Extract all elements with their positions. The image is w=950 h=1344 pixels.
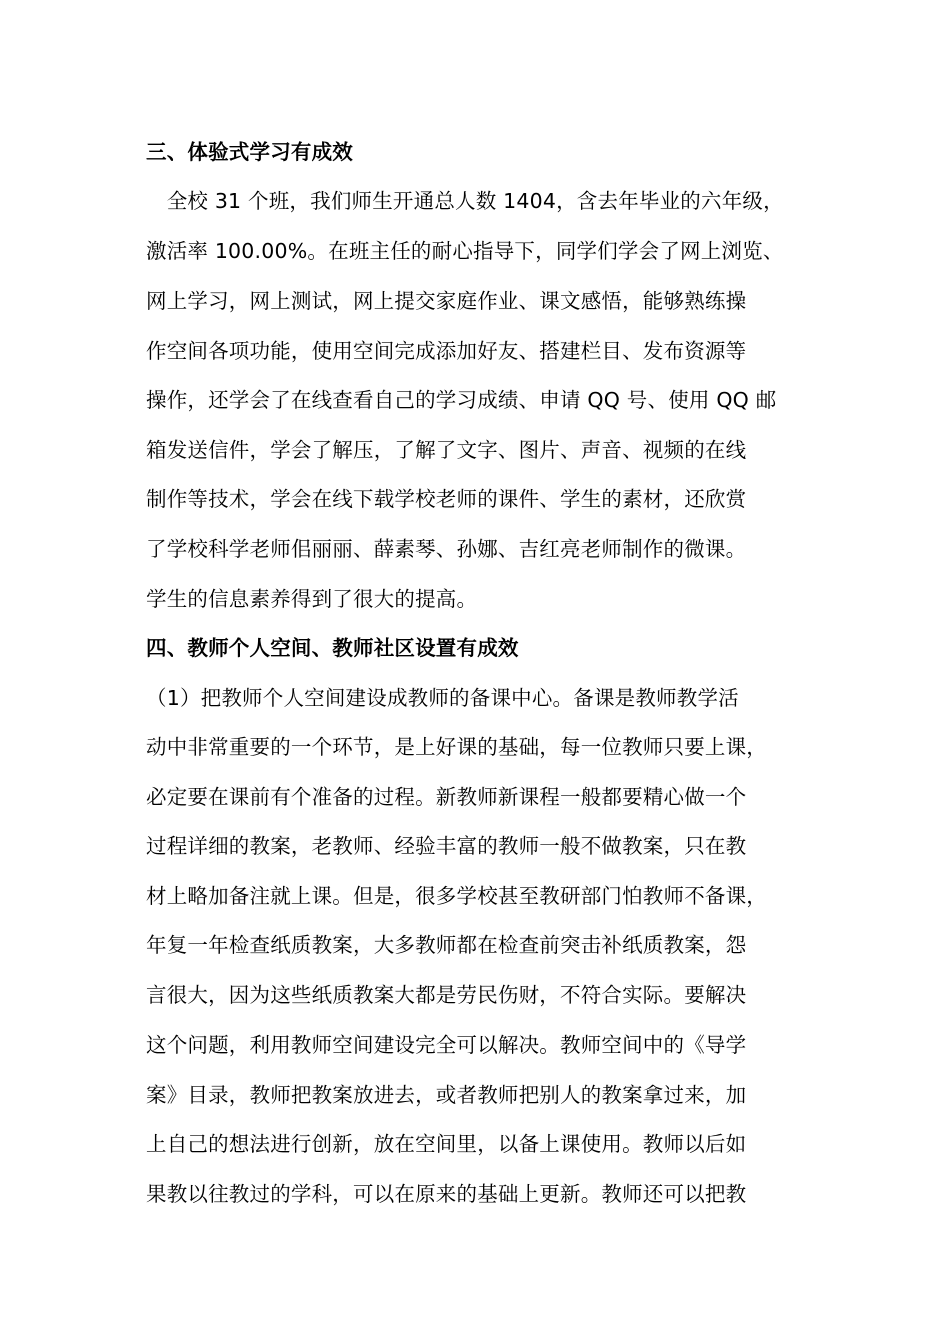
paragraph-line: 年复一年检查纸质教案，大多教师都在检查前突击补纸质教案，怨 (146, 933, 747, 957)
paragraph-line: 动中非常重要的一个环节，是上好课的基础，每一位教师只要上课， (146, 735, 767, 759)
paragraph-line: 必定要在课前有个准备的过程。新教师新课程一般都要精心做一个 (146, 785, 747, 809)
paragraph-line: 过程详细的教案，老教师、经验丰富的教师一般不做教案，只在教 (146, 834, 747, 858)
paragraph-line: 了学校科学老师佀丽丽、薛素琴、孙娜、吉红亮老师制作的微课。 (146, 537, 747, 561)
paragraph-line: （1）把教师个人空间建设成教师的备课中心。备课是教师教学活 (146, 686, 739, 710)
section-3-heading: 三、体验式学习有成效 (146, 140, 353, 164)
paragraph-line: 言很大，因为这些纸质教案大都是劳民伤财，不符合实际。要解决 (146, 983, 747, 1007)
paragraph-line: 制作等技术，学会在线下载学校老师的课件、学生的素材，还欣赏 (146, 487, 747, 511)
paragraph-line: 材上略加备注就上课。但是，很多学校甚至教研部门怕教师不备课， (146, 884, 767, 908)
paragraph-line: 网上学习，网上测试，网上提交家庭作业、课文感悟，能够熟练操 (146, 289, 747, 313)
section-4-heading: 四、教师个人空间、教师社区设置有成效 (146, 636, 519, 660)
paragraph-line: 激活率 100.00%。在班主任的耐心指导下，同学们学会了网上浏览、 (146, 239, 784, 263)
paragraph-line: 全校 31 个班，我们师生开通总人数 1404，含去年毕业的六年级， (146, 189, 784, 213)
paragraph-line: 操作，还学会了在线查看自己的学习成绩、申请 QQ 号、使用 QQ 邮 (146, 388, 777, 412)
paragraph-line: 学生的信息素养得到了很大的提高。 (146, 587, 478, 611)
paragraph-line: 箱发送信件，学会了解压，了解了文字、图片、声音、视频的在线 (146, 438, 747, 462)
paragraph-line: 作空间各项功能，使用空间完成添加好友、搭建栏目、发布资源等 (146, 339, 747, 363)
paragraph-line: 案》目录，教师把教案放进去，或者教师把别人的教案拿过来，加 (146, 1083, 747, 1107)
paragraph-line: 果教以往教过的学科，可以在原来的基础上更新。教师还可以把教 (146, 1182, 747, 1206)
paragraph-line: 上自己的想法进行创新，放在空间里，以备上课使用。教师以后如 (146, 1132, 747, 1156)
paragraph-line: 这个问题，利用教师空间建设完全可以解决。教师空间中的《导学 (146, 1033, 747, 1057)
